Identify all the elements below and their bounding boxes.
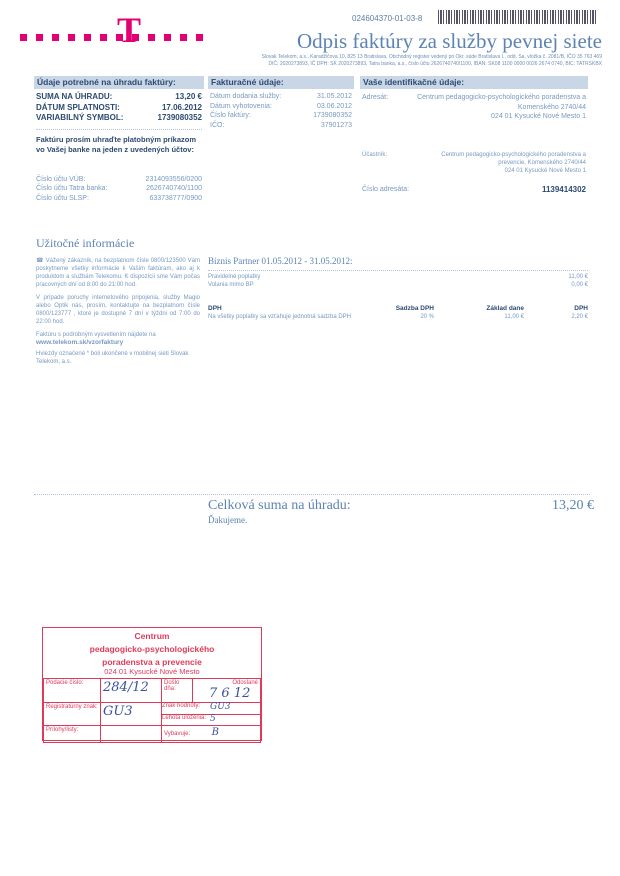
vzorfaktury-link[interactable]: www.telekom.sk/vzorfaktury (36, 339, 124, 346)
useful-p4: Hviezdy označené * boli ukončené v mobilnej sieti Slovak Telekom, a.s. (36, 351, 189, 365)
thanks-text: Ďakujeme. (208, 515, 248, 525)
phone-icon: ☎ (36, 258, 46, 264)
ucastnik-label: Účastník: (362, 152, 388, 158)
invoice-row: IČO: 37901273 (210, 121, 352, 129)
doslo-cell: Odoslané 7 6 12 (193, 679, 261, 703)
useful-p3: Faktúru s podrobným vysvetlením nájdete na (36, 332, 156, 338)
page-title: Odpis faktúry za služby pevnej siete (297, 29, 602, 53)
partner-section (208, 256, 588, 289)
useful-p1: ☎ Vážený zákazník, na bezplatnom čísle 0800/123500 Vám poskytneme všetky informácie k Vašim faktúram, ako aj k produktom a službám Telekomu. K dispozícii sme Vám počas pracovných dní od 8:00 do 21:00 hod. (36, 258, 201, 288)
total-value: 13,20 € (552, 498, 594, 513)
ident-heading: Vaše identifikačné údaje: (360, 76, 588, 89)
stamp-line1: Centrum (134, 631, 170, 641)
payment-row: SUMA NA ÚHRADU: 13,20 € (36, 92, 202, 101)
cislo-adresata-value: 1139414302 (541, 185, 586, 194)
telekom-t-logo: T (117, 10, 142, 50)
cislo-adresata-label: Číslo adresáta: (362, 186, 410, 193)
payment-section (34, 76, 204, 203)
partner-heading: Biznis Partner 01.05.2012 - 31.05.2012: (208, 256, 353, 266)
account-row: Číslo účtu VÚB: 2314093556/0200 (36, 175, 202, 183)
invoice-section (208, 76, 354, 130)
total-label: Celková suma na úhradu: (208, 498, 351, 513)
prilohy-value (101, 726, 162, 743)
useful-heading: Užitočné informácie (36, 236, 135, 250)
vat-table (208, 304, 588, 321)
stamp-line3: poradenstva a prevencie (102, 657, 202, 667)
barcode-number: 024604370-01-03-8 (352, 14, 423, 23)
company-info (162, 54, 602, 68)
useful-p2: V prípade poruchy internetového pripojenia, služby Magio alebo Optik nás, prosím, kontaktujte na bezplatnom čísle 0800/123777 , ktoré je dostupné 7 dní v týždni od 7:00 do 22:00 hod. (36, 295, 200, 325)
partner-item: Volania mimo BP 0,00 € (208, 282, 588, 288)
podacie-label: Podacie číslo: (44, 679, 101, 703)
company-line-2: DIČ: 2020273893, IČ DPH: SK 2020273893, Tatra banka, a.s., číslo účtu 2626740740/1100, IBAN: SK08 1100 0000 0026 2674 0740, BIC: TATRSKBX (268, 61, 602, 67)
stamp-line4: 024 01 Kysucké Nové Mesto (104, 667, 200, 676)
reg-value: GU3 (101, 703, 162, 726)
barcode (438, 10, 598, 24)
vat-header: DPH Sadzba DPH Základ dane DPH (208, 305, 588, 312)
useful-info-section (36, 236, 200, 366)
ident-section (360, 76, 588, 202)
adresat-label: Adresát: (362, 94, 389, 101)
reg-label: Registratúrny znak: (44, 703, 101, 726)
payment-row: DÁTUM SPLATNOSTI: 17.06.2012 (36, 102, 202, 112)
payment-note: Faktúru prosím uhraďte platobným príkazom vo Vašej banke na jeden z uvedených účtov: (36, 134, 196, 154)
registry-stamp (42, 627, 262, 741)
vat-row: Na všetky poplatky sa vzťahuje jednotná sadzba DPH 20 % 11,00 € 2,20 € (208, 314, 588, 320)
stamp-grid (43, 678, 261, 743)
invoice-row: Číslo faktúry: 1739080352 (210, 112, 352, 119)
account-row: Číslo účtu SLSP: 633738777/0900 (36, 194, 202, 202)
ucastnik-address: Centrum pedagogicko-psychologického poradenstva a prevencie, Komenského 2740/44 024 01 Kysucké Nové Mesto 1 (441, 152, 586, 174)
adresat-address: Centrum pedagogicko-psychologického poradenstva a Komenského 2740/44 024 01 Kysucké Nové Mesto 1 (417, 94, 586, 120)
invoice-row: Dátum dodania služby: 31.05.2012 (210, 93, 352, 100)
telekom-logo-dots (20, 34, 203, 41)
podacie-value: 284/12 (101, 679, 162, 703)
znak-lehota-cell: Znak hodnoty: GU3 Lehota uloženia: 5 (162, 703, 261, 726)
vybavuje-cell: Vybavuje: B (162, 726, 261, 743)
payment-row: VARIABILNÝ SYMBOL: 1739080352 (36, 113, 202, 122)
stamp-line2: pedagogicko-psychologického (89, 644, 215, 654)
account-row: Číslo účtu Tatra banka: 2626740740/1100 (36, 185, 202, 192)
company-line-1: Slovak Telekom, a.s., Karadžičova 10, 825 13 Bratislava, Obchodný register vedený pri Okr. súde Bratislava I., odd. Sa, vložka č. 2081/B, IČO 35 763 469 (261, 54, 602, 60)
partner-item: Pravidelné poplatky 11,00 € (208, 274, 588, 280)
invoice-row: Dátum vyhotovenia: 03.06.2012 (210, 102, 352, 110)
invoice-heading: Fakturačné údaje: (208, 76, 354, 89)
total-divider (34, 494, 590, 495)
payment-heading: Údaje potrebné na úhradu faktúry: (34, 76, 204, 89)
doslo-label: Došlo dňa: (162, 679, 193, 703)
prilohy-label: Prílohy/listy: (44, 726, 101, 743)
